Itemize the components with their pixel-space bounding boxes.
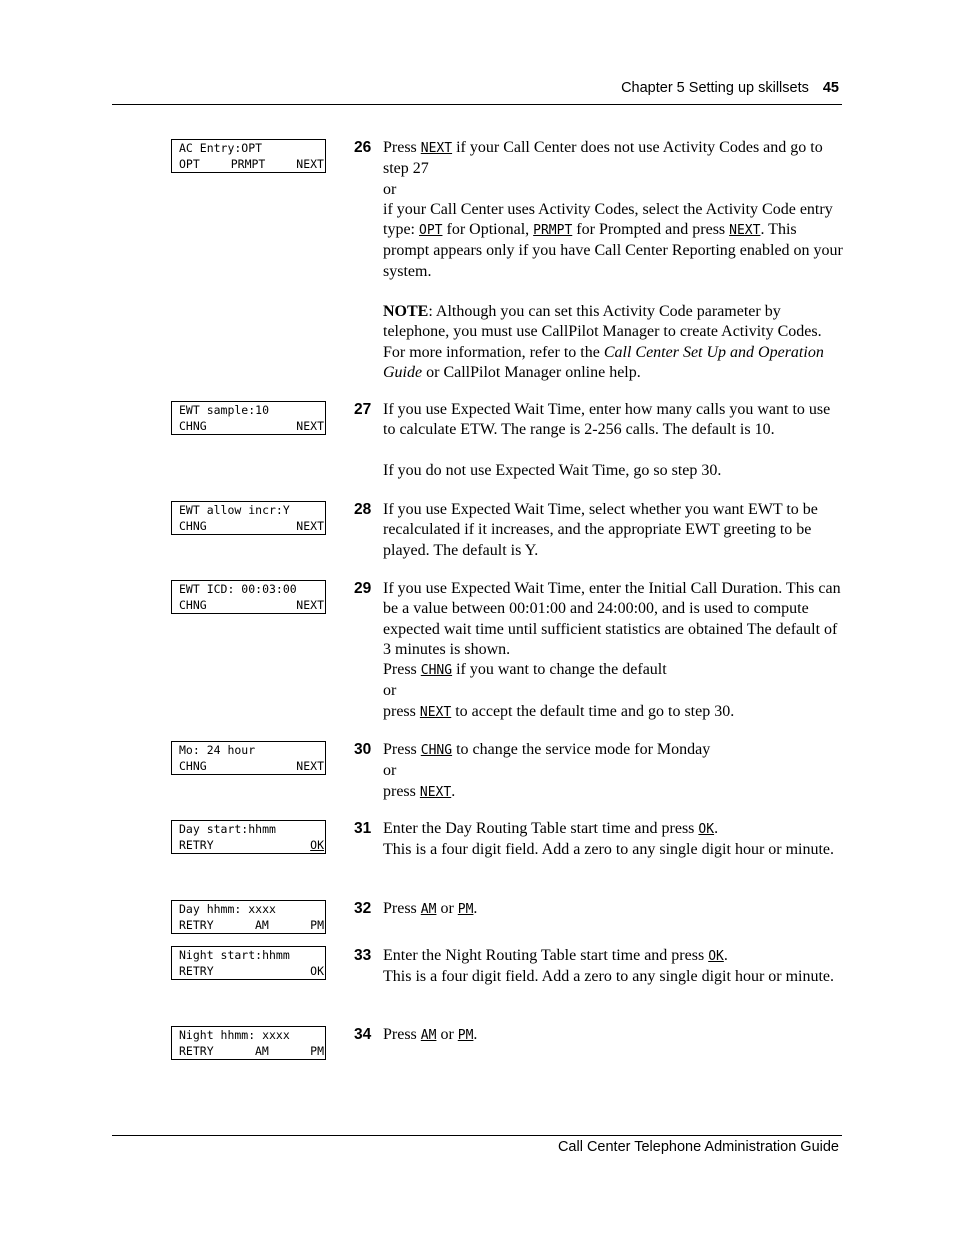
step-number: 28 [354, 501, 372, 518]
note-label: NOTE [383, 303, 429, 321]
softkey-ok: OK [310, 837, 324, 852]
step-body: Press NEXT if your Call Center does not use Activity Codes and go to step 27 or if your Call Center uses Activity Codes, select the Activity Code entry type: OPT for Optional, PRMPT for Prompted and press NEXT. This prompt appears only if you have Call Center Reporting enabled on your system. NOTE: Although you can set this Activity Code parameter by telephone, you must use CallPilot Manager to create Activity Codes. For more information, refer to the Call Center Set Up and Operation Guide or CallPilot Manager online help. [383, 138, 844, 383]
step-34 [354, 1025, 844, 1046]
softkey-retry: RETRY [179, 1043, 214, 1058]
step-26 [354, 138, 844, 383]
step-body: Press AM or PM. [383, 1026, 478, 1043]
softkey-next: NEXT [296, 518, 324, 533]
step-32 [354, 899, 844, 920]
step-number: 26 [354, 139, 372, 156]
key-am: AM [420, 1028, 437, 1043]
softkey-chng: CHNG [179, 418, 207, 433]
softkey-chng: CHNG [179, 518, 207, 533]
step-27 [354, 400, 844, 481]
softkey-next: NEXT [296, 156, 324, 171]
softkey-pm: PM [310, 917, 324, 932]
key-opt: OPT [419, 223, 443, 239]
lcd-line1: Day start:hhmm [179, 822, 276, 836]
or-text: or [383, 682, 397, 700]
lcd-line1: Night start:hhmm [179, 948, 290, 962]
lcd-display-ewt-allow-incr [171, 501, 326, 535]
key-next: NEXT [419, 704, 452, 720]
or-text: or [383, 762, 397, 780]
key-am: AM [420, 902, 437, 917]
lcd-display-day-start [171, 820, 326, 854]
lcd-line1: Mo: 24 hour [179, 743, 256, 757]
chapter-title: Chapter 5 Setting up skillsets [621, 80, 809, 96]
softkey-next: NEXT [296, 418, 324, 433]
key-ok: OK [708, 949, 724, 964]
lcd-line1: AC Entry:OPT [179, 141, 263, 155]
step-body: If you use Expected Wait Time, enter the Initial Call Duration. This can be a value between 00:01:00 and 24:00:00, and is used to compute expected wait time until sufficient statistics are obtained The default of 3 minutes is shown. Press CHNG if you want to change the default or press NEXT to accept the default time and go to step 30. [383, 579, 844, 723]
step-body: Enter the Night Routing Table start time and press OK. This is a four digit field. Add a zero to any single digit hour or minute. [383, 947, 835, 986]
step-31 [354, 819, 844, 861]
lcd-line1: EWT allow incr:Y [179, 503, 290, 517]
softkey-opt: OPT [179, 156, 200, 171]
softkey-retry: RETRY [179, 917, 214, 932]
lcd-display-ewt-icd [171, 580, 326, 614]
softkey-pm: PM [310, 1043, 324, 1058]
step-number: 29 [354, 580, 372, 597]
softkey-prmpt: PRMPT [230, 156, 266, 171]
lcd-line1: Night hhmm: xxxx [179, 1028, 290, 1042]
softkey-am: AM [254, 1043, 269, 1058]
key-next: NEXT [419, 784, 452, 800]
lcd-line1: EWT ICD: 00:03:00 [179, 582, 297, 596]
step-number: 27 [354, 401, 372, 418]
softkey-retry: RETRY [179, 837, 214, 852]
step-body: Press CHNG to change the service mode for Monday or press NEXT. [383, 740, 844, 803]
step-number: 31 [354, 820, 372, 837]
lcd-display-monday-mode [171, 741, 326, 775]
softkey-chng: CHNG [179, 597, 207, 612]
key-next: NEXT [729, 223, 761, 239]
key-chng: CHNG [420, 743, 453, 758]
key-chng: CHNG [420, 663, 453, 679]
header-rule [112, 104, 842, 105]
step-29 [354, 579, 844, 723]
step-number: 30 [354, 741, 372, 758]
footer-rule [112, 1135, 842, 1136]
note-paragraph: NOTE: Although you can set this Activity Code parameter by telephone, you must use CallPilot Manager to create Activity Codes. For more information, refer to the Call Center Set Up and Operation Guide or CallPilot Manager online help. [383, 303, 824, 381]
softkey-retry: RETRY [179, 963, 214, 978]
step-number: 32 [354, 900, 372, 917]
lcd-display-night-start [171, 946, 326, 980]
guide-title: Call Center Set Up and Operation Guide [383, 343, 824, 381]
softkey-next: NEXT [296, 597, 324, 612]
key-pm: PM [457, 902, 474, 917]
lcd-display-day-hhmm [171, 900, 326, 934]
lcd-line1: EWT sample:10 [179, 403, 270, 417]
step-body: If you use Expected Wait Time, enter how many calls you want to use to calculate ETW. The range is 2-256 calls. The default is 10. If you do not use Expected Wait Time, go so step 30. [383, 401, 831, 479]
key-ok: OK [698, 822, 715, 837]
softkey-chng: CHNG [179, 758, 207, 773]
step-body: Press AM or PM. [383, 900, 478, 917]
step-number: 33 [354, 947, 372, 964]
softkey-next: NEXT [296, 758, 324, 773]
page-number: 45 [822, 80, 839, 96]
key-pm: PM [457, 1028, 474, 1043]
step-28 [354, 500, 844, 561]
step-body: Enter the Day Routing Table start time and press OK. This is a four digit field. Add a zero to any single digit hour or minute. [383, 820, 835, 859]
softkey-am: AM [254, 917, 269, 932]
step-number: 34 [354, 1026, 372, 1043]
lcd-display-night-hhmm [171, 1026, 326, 1060]
footer-title: Call Center Telephone Administration Guide [557, 1139, 839, 1155]
lcd-display-ewt-sample [171, 401, 326, 435]
key-prmpt: PRMPT [533, 223, 573, 239]
page-header [621, 80, 839, 96]
or-text: or [383, 180, 397, 198]
lcd-display-ac-entry [171, 139, 326, 173]
softkey-ok: OK [310, 963, 324, 978]
step-body: If you use Expected Wait Time, select whether you want EWT to be recalculated if it increases, and the appropriate EWT greeting to be played. The default is Y. [383, 501, 818, 559]
step-33 [354, 946, 844, 988]
step-30 [354, 740, 844, 803]
key-next: NEXT [420, 141, 453, 156]
lcd-line1: Day hhmm: xxxx [179, 902, 276, 916]
